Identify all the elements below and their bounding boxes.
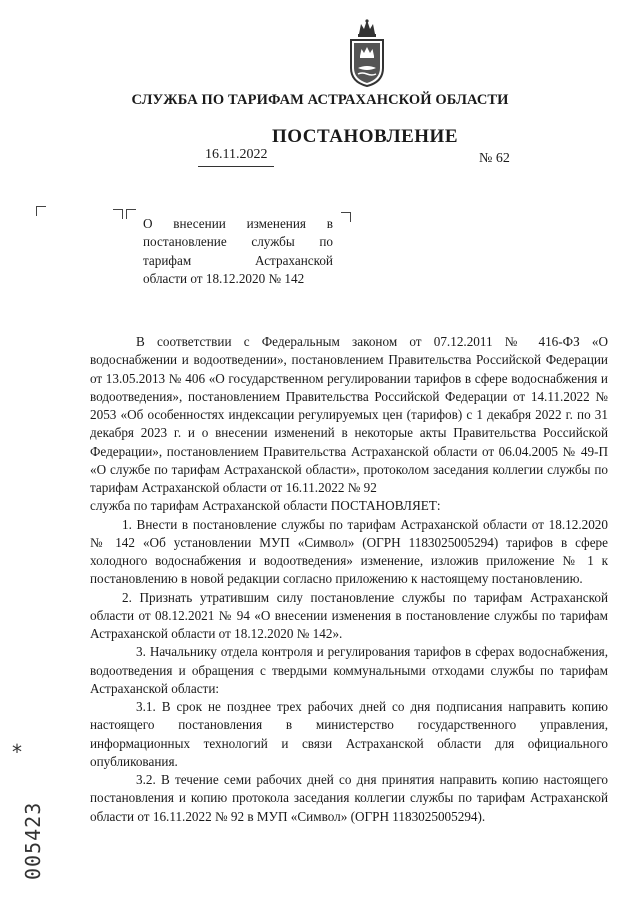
agency-name: СЛУЖБА ПО ТАРИФАМ АСТРАХАНСКОЙ ОБЛАСТИ: [131, 92, 509, 108]
subject-line: постановление службы по: [143, 234, 333, 250]
clause-3: 3. Начальнику отдела контроля и регулирования тарифов в сферах водоснабжения, водоотведения и обращения с твердыми коммунальными отходами службы по тарифам Астраханской области:: [90, 644, 608, 696]
clause-3-2: 3.2. В течение семи рабочих дней со дня принятия направить копию настоящего постановления и копию протокола заседания коллегии службы по тарифам Астраханской области от 16.11.2022 № 92 в МУП «Символ» (ОГРН 1183025005294).: [90, 772, 608, 824]
stamp-star-mark: *: [12, 740, 22, 764]
corner-bracket: [113, 209, 123, 219]
coat-of-arms-emblem: [347, 18, 387, 88]
date-underline: [198, 166, 274, 167]
resolution-line: служба по тарифам Астраханской области ПОСТАНОВЛЯЕТ:: [90, 498, 441, 514]
document-type-title: ПОСТАНОВЛЕНИЕ: [271, 126, 459, 147]
document-number: № 62: [479, 151, 510, 166]
document-date: 16.11.2022: [205, 147, 268, 162]
document-subject: [143, 215, 333, 288]
subject-line: области от 18.12.2020 № 142: [143, 270, 305, 286]
corner-bracket: [341, 212, 351, 222]
preamble-paragraph: В соответствии с Федеральным законом от 07.12.2011 № 416-ФЗ «О водоснабжении и водоотведении», постановлением Правительства Российской Федерации от 13.05.2013 № 406 «О государственном регулировании тарифов в сфере водоснабжения и водоотведения», постановлением Правительства Российской Федерации от 14.11.2022 № 2053 «Об особенностях индексации регулируемых цен (тарифов) с 1 декабря 2022 г. по 31 декабря 2023 г. и о внесении изменений в некоторые акты Правительства Российской Федерации», постановлением Правительства Астраханской области от 06.04.2005 № 49-П «О службе по тарифам Астраханской области», протоколом заседания коллегии службы по тарифам Астраханской области от 16.11.2022 № 92: [90, 334, 608, 495]
corner-bracket: [126, 209, 136, 219]
stamp-code: 005423: [21, 801, 45, 880]
clause-3-1: 3.1. В срок не позднее трех рабочих дней со дня подписания направить копию настоящего постановления в министерство государственного управления, информационных технологий и связи Астраханской области для официального опубликования.: [90, 699, 608, 769]
clause-1: 1. Внести в постановление службы по тарифам Астраханской области от 18.12.2020 № 142 «Об установлении МУП «Символ» (ОГРН 1183025005294) тарифов в сфере холодного водоснабжения и водоотведения» изменение, изложив приложение № 1 к постановлению в новой редакции согласно приложению к настоящему постановлению.: [90, 516, 608, 587]
document-body: [90, 333, 608, 826]
clause-2: 2. Признать утратившим силу постановление службы по тарифам Астраханской области от 08.12.2021 № 94 «О внесении изменения в постановление службы по тарифам Астраханской области от 18.12.2020 № 142».: [90, 589, 608, 641]
corner-bracket: [36, 206, 46, 216]
subject-line: тарифам Астраханской: [143, 252, 333, 268]
subject-line: О внесении изменения в: [143, 216, 333, 231]
registration-stamp: [6, 740, 45, 880]
